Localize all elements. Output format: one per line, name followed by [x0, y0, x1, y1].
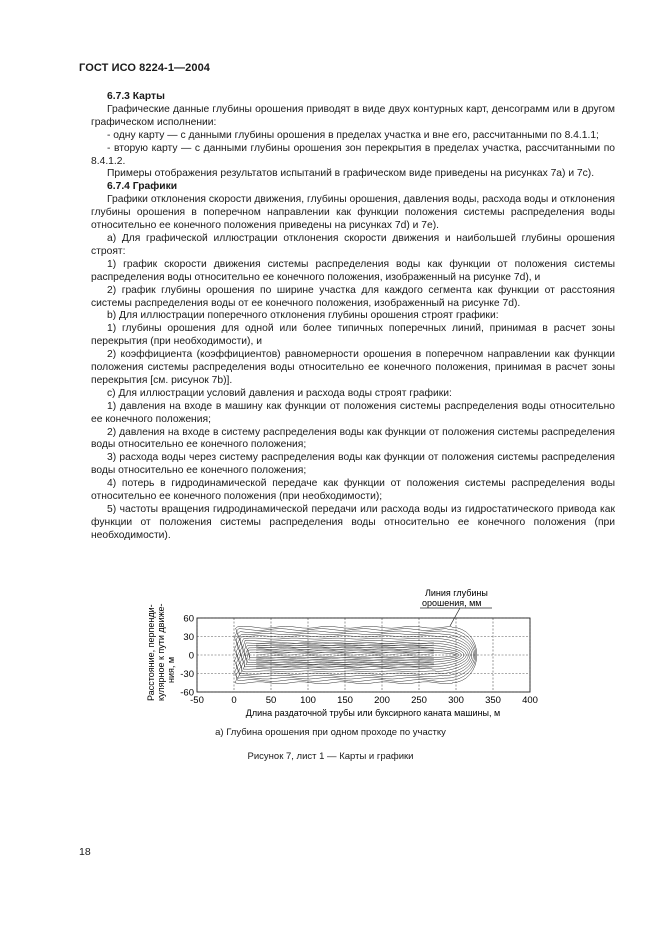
y-axis-title-line-1: Расстояние, перпенди- [146, 604, 156, 701]
y-axis-title-line-3: ния, м [166, 656, 176, 683]
document-body [91, 91, 615, 543]
x-tick-label: 50 [265, 695, 277, 706]
paragraph: Графики отклонения скорости движения, глубины орошения, давления воды, расхода воды и отклонения глубины орошения в поперечном направлении как функции положения системы распределения воды относительно ее конечного положения приведены на рисунках 7d) и 7е). [91, 194, 615, 232]
contour-map-chart [140, 585, 560, 725]
x-tick-label: 200 [374, 695, 390, 706]
y-tick-label: -60 [180, 687, 194, 699]
paragraph: Графические данные глубины орошения приводят в виде двух контурных карт, денсограмм или в другом графическом исполнении: [91, 103, 615, 128]
list-item-a1: 1) график скорости движения системы распределения воды как функции от положения системы распределения воды относительно ее конечного положения, изображенный на рисунке 7d), и [91, 258, 615, 283]
list-item-c: c) Для иллюстрации условий давления и расхода воды строят графики: [107, 387, 452, 399]
paragraph: Примеры отображения результатов испытаний в графическом виде приведены на рисунках 7а) и 7с). [107, 168, 595, 180]
x-axis-title: Длина раздаточной трубы или буксирного каната машины, м [245, 708, 501, 718]
contour-map-figure [140, 585, 560, 725]
y-tick-label: 30 [183, 631, 194, 643]
y-tick-label: 60 [183, 613, 194, 625]
y-tick-label: -30 [180, 668, 194, 680]
section-heading-6-7-4: 6.7.4 Графики [107, 181, 178, 193]
y-axis-title-line-2: кулярное к пути движе- [156, 603, 166, 701]
legend-annotation [420, 588, 492, 626]
list-item-c1: 1) давления на входе в машину как функции от положения системы распределения воды относительно ее конечного положения; [91, 400, 615, 425]
y-tick-label: 0 [188, 650, 194, 662]
figure-subcaption: а) Глубина орошения при одном проходе по участку [215, 727, 446, 738]
y-tick-labels [180, 613, 194, 698]
x-tick-label: -50 [190, 695, 204, 706]
page-number: 18 [79, 846, 91, 858]
x-tick-label: 350 [485, 695, 501, 706]
list-item-b2: 2) коэффициента (коэффициентов) равномерности орошения в поперечном направлении как функции положения системы распределения воды относительно ее конечного положения, принимая в расчет зоны перекрытия [см. рисунок 7b)]. [91, 349, 615, 386]
x-tick-labels [190, 695, 538, 706]
x-tick-label: 150 [337, 695, 353, 706]
contour-line [256, 648, 434, 650]
x-tick-label: 400 [522, 695, 538, 706]
section-heading-6-7-3: 6.7.3 Карты [107, 91, 165, 102]
list-item-a: а) Для графической иллюстрации отклонения скорости движения и наибольшей глубины орошения строят: [91, 232, 615, 257]
list-item-b: b) Для иллюстрации поперечного отклонения глубины орошения строят графики: [107, 310, 499, 322]
legend-annotation-line-1: Линия глубины [425, 588, 488, 598]
x-tick-label: 300 [448, 695, 464, 706]
paragraph: - вторую карту — с данными глубины орошения зон перекрытия в пределах участка, рассчитанными по 8.4.1.2. [91, 142, 615, 167]
y-axis-title [146, 604, 176, 702]
list-item-c5: 5) частоты вращения гидродинамической передачи или расхода воды из гидростатического привода как функции от положения системы распределения воды относительно ее конечного положения (при необходимости). [91, 504, 615, 541]
list-item-c2: 2) давления на входе в систему распределения воды как функции от положения системы распределения воды относительно ее конечного положения; [91, 426, 615, 451]
x-tick-label: 100 [300, 695, 316, 706]
x-tick-label: 0 [231, 695, 237, 706]
list-item-c3: 3) расхода воды через систему распределения воды как функции от положения системы распределения воды относительно ее конечного положения; [91, 452, 615, 477]
list-item-a2: 2) график глубины орошения по ширине участка для каждого сегмента как функции от расстояния системы распределения воды от ее конечного положения, изображенный на рисунке 7d). [91, 284, 615, 309]
document-header: ГОСТ ИСО 8224-1—2004 [79, 62, 211, 74]
paragraph: - одну карту — с данными глубины орошения в пределах участка и вне его, рассчитанными по 8.4.1.1; [107, 129, 599, 141]
x-tick-label: 250 [411, 695, 427, 706]
legend-leader-line [450, 608, 460, 626]
list-item-b1: 1) глубины орошения для одной или более типичных поперечных линий, принимая в расчет зоны перекрытия (при необходимости), и [91, 323, 615, 348]
legend-annotation-line-2: орошения, мм [422, 598, 482, 608]
figure-caption: Рисунок 7, лист 1 — Карты и графики [247, 751, 414, 762]
list-item-c4: 4) потерь в гидродинамической передаче как функции от положения системы распределения воды относительно ее конечного положения (при необходимости); [91, 478, 615, 503]
